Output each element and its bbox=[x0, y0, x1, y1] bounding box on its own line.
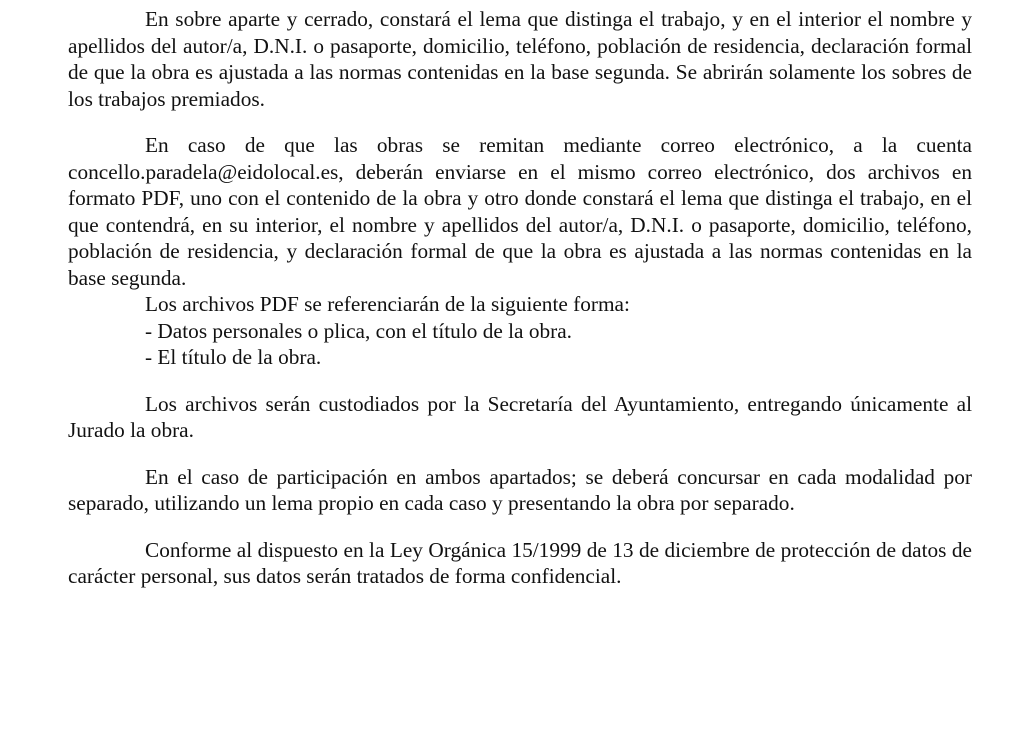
paragraph-email-submission: En caso de que las obras se remitan mediante correo electrónico, a la cuenta concello.paradela@eidolocal.es, deberán enviarse en el mismo correo electrónico, dos archivos en formato PDF, uno con el contenido de la obra y otro donde constará el lema que distinga el trabajo, en el que contendrá, en su interior, el nombre y apellidos del autor/a, D.N.I. o pasaporte, domicilio, teléfono, población de residencia, y declaración formal de que la obra es ajustada a las normas contenidas en la base segunda. bbox=[68, 133, 972, 290]
pdf-reference-intro: Los archivos PDF se referenciarán de la siguiente forma: bbox=[145, 292, 630, 316]
pdf-reference-item: - Datos personales o plica, con el título de la obra. bbox=[145, 318, 572, 343]
pdf-reference-item: - El título de la obra. bbox=[145, 345, 322, 369]
paragraph-custody: Los archivos serán custodiados por la Secretaría del Ayuntamiento, entregando únicamente al Jurado la obra. bbox=[68, 391, 972, 442]
paragraph-sealed-envelope: En sobre aparte y cerrado, constará el lema que distinga el trabajo, y en el interior el nombre y apellidos del autor/a, D.N.I. o pasaporte, domicilio, teléfono, población de residencia, declaración formal de que la obra es ajustada a las normas contenidas en la base segunda. Se abrirán solamente los sobres de los trabajos premiados. bbox=[68, 7, 972, 111]
paragraph-both-sections: En el caso de participación en ambos apartados; se deberá concursar en cada modalidad por separado, utilizando un lema propio en cada caso y presentando la obra por separado. bbox=[68, 464, 972, 515]
paragraph-data-protection: Conforme al dispuesto en la Ley Orgánica 15/1999 de 13 de diciembre de protección de datos de carácter personal, sus datos serán tratados de forma confidencial. bbox=[68, 537, 972, 588]
document-page bbox=[68, 0, 972, 590]
